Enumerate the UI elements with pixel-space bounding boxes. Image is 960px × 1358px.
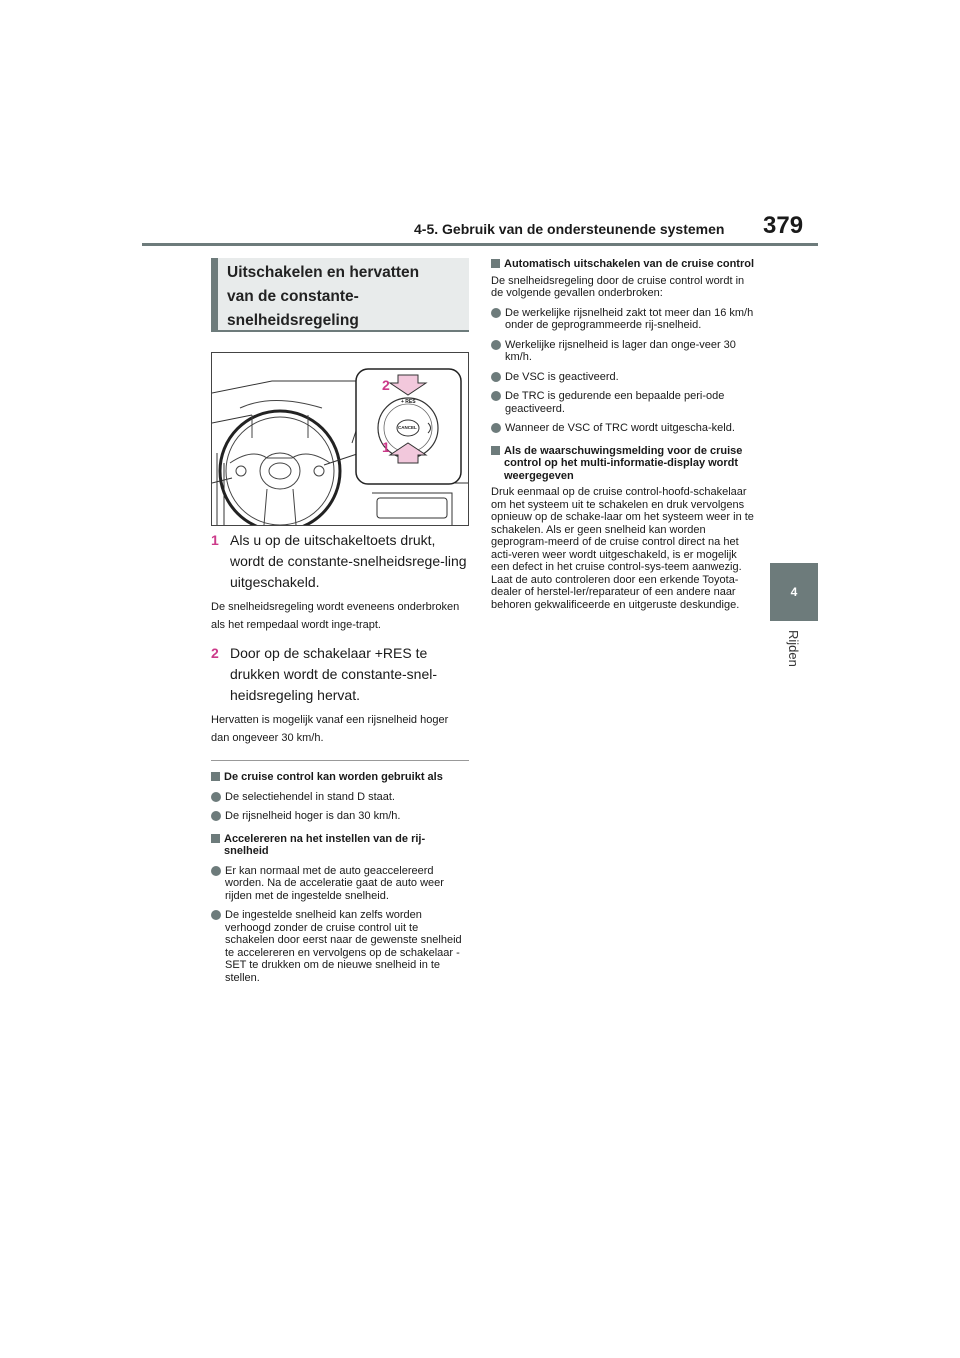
square-bullet-icon bbox=[491, 446, 500, 455]
list-item: De selectiehendel in stand D staat. bbox=[211, 791, 469, 804]
section-title-box bbox=[211, 258, 469, 332]
circle-bullet-icon bbox=[491, 423, 501, 433]
step-number: 1 bbox=[211, 532, 219, 548]
paragraph: Druk eenmaal op de cruise control-hoofd-schakelaar om het systeem uit te schakelen en druk vervolgens opnieuw op de schake-laar om het systeem weer in te schakelen. Als er geen snelheid kan worden geprogram-meerd of de cruise control direct na het acti-veren weer wordt uitgeschakeld, is er mogelijk een defect in het cruise control-sys-teem aanwezig. Laat de auto controleren door een erkende Toyota-dealer of herstel-ler/reparateur of een andere naar behoren gekwalificeerde en uitgeruste deskundige. bbox=[491, 486, 754, 611]
circle-bullet-icon bbox=[211, 811, 221, 821]
circle-bullet-icon bbox=[211, 910, 221, 920]
subsection-heading: Als de waarschuwingsmelding voor de cruise control op het multi-informatie-display wordt weergegeven bbox=[491, 445, 757, 483]
circle-bullet-icon bbox=[491, 308, 501, 318]
step-number: 2 bbox=[211, 645, 219, 661]
page-header-title: 4-5. Gebruik van de ondersteunende systemen bbox=[414, 221, 725, 237]
divider bbox=[211, 760, 469, 761]
callout-1: 1 bbox=[382, 439, 390, 455]
subsection-heading: De cruise control kan worden gebruikt als bbox=[211, 771, 469, 784]
page-number: 379 bbox=[763, 212, 804, 239]
list-item: Werkelijke rijsnelheid is lager dan onge-veer 30 km/h. bbox=[491, 339, 757, 364]
chapter-number: 4 bbox=[790, 585, 798, 599]
list-item: De VSC is geactiveerd. bbox=[491, 371, 757, 384]
circle-bullet-icon bbox=[491, 372, 501, 382]
list-item: Er kan normaal met de auto geaccelereerd worden. Na de acceleratie gaat de auto weer rijden met de ingestelde snelheid. bbox=[211, 865, 469, 903]
list-item: De werkelijke rijsnelheid zakt tot meer dan 16 km/h onder de geprogrammeerde rij-snelheid. bbox=[491, 307, 757, 332]
circle-bullet-icon bbox=[491, 391, 501, 401]
right-column bbox=[491, 258, 757, 611]
step-note: De snelheidsregeling wordt eveneens onderbroken als het rempedaal wordt inge-trapt. bbox=[211, 601, 460, 631]
step-2 bbox=[211, 643, 469, 706]
square-bullet-icon bbox=[211, 834, 220, 843]
header-rule bbox=[142, 243, 818, 246]
step-1 bbox=[211, 530, 469, 593]
section-title-line: van de constante- bbox=[227, 288, 359, 305]
subsection-heading: Accelereren na het instellen van de rij-snelheid bbox=[211, 833, 469, 858]
list-item: Wanneer de VSC of TRC wordt uitgescha-keld. bbox=[491, 422, 757, 435]
list-item: De ingestelde snelheid kan zelfs worden verhoogd zonder de cruise control uit te schakelen door eerst naar de gewenste snelheid te accelereren en vervolgens op de schakelaar -SET te drukken om de nieuwe snelheid in te stellen. bbox=[211, 909, 469, 984]
list-item: De rijsnelheid hoger is dan 30 km/h. bbox=[211, 810, 469, 823]
section-title-line: snelheidsregeling bbox=[227, 312, 359, 329]
step-text: Als u op de uitschakeltoets drukt, wordt de constante-snelheidsrege-ling uitgeschakeld. bbox=[230, 532, 467, 590]
steering-wheel-illustration bbox=[211, 352, 469, 526]
chapter-label: Rijden bbox=[786, 630, 801, 667]
cancel-button-label: CANCEL bbox=[398, 425, 417, 430]
step-note: Hervatten is mogelijk vanaf een rijsnelheid hoger dan ongeveer 30 km/h. bbox=[211, 714, 449, 744]
steering-wheel-drawing bbox=[212, 353, 468, 525]
square-bullet-icon bbox=[211, 772, 220, 781]
section-title-line: Uitschakelen en hervatten bbox=[227, 264, 420, 281]
callout-2: 2 bbox=[382, 377, 390, 393]
step-text: Door op de schakelaar +RES te drukken wordt de constante-snel-heidsregeling hervat. bbox=[230, 645, 437, 703]
left-column bbox=[211, 258, 469, 984]
circle-bullet-icon bbox=[211, 792, 221, 802]
res-button-label: + RES bbox=[401, 399, 416, 405]
chapter-tab[interactable] bbox=[770, 563, 818, 621]
subsection-heading: Automatisch uitschakelen van de cruise control bbox=[491, 258, 757, 271]
list-item: De TRC is gedurende een bepaalde peri-ode geactiveerd. bbox=[491, 390, 757, 415]
square-bullet-icon bbox=[491, 259, 500, 268]
circle-bullet-icon bbox=[211, 866, 221, 876]
circle-bullet-icon bbox=[491, 340, 501, 350]
paragraph: De snelheidsregeling door de cruise control wordt in de volgende gevallen onderbroken: bbox=[491, 274, 745, 299]
